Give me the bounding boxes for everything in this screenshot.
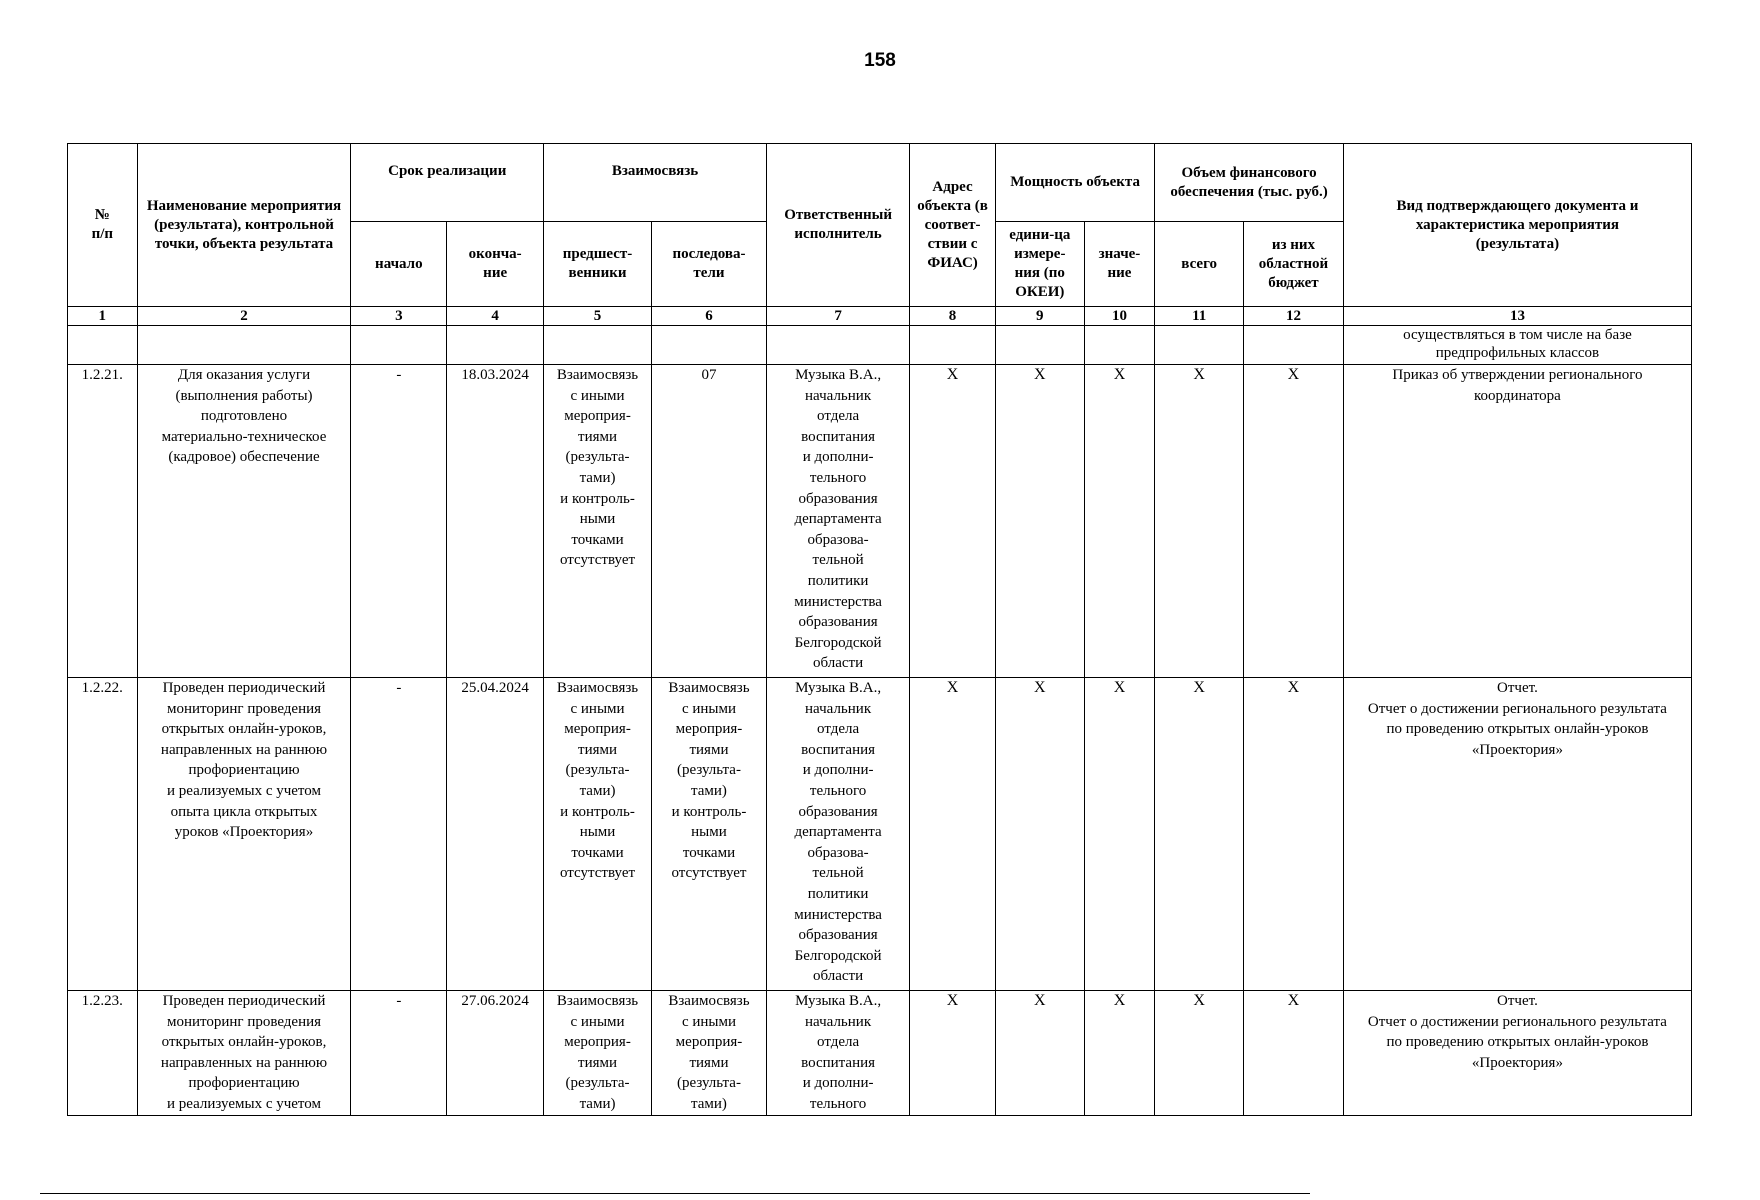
row-address: X	[910, 991, 996, 1116]
row-unit: X	[995, 365, 1084, 678]
header-term-start: начало	[351, 222, 447, 307]
column-number: 13	[1343, 307, 1691, 326]
column-number-row	[68, 307, 1692, 326]
column-number: 11	[1155, 307, 1244, 326]
header-link-next: последова- тели	[651, 222, 766, 307]
row-total: X	[1155, 991, 1244, 1116]
empty-cell	[1155, 326, 1244, 365]
row-value: X	[1084, 678, 1155, 991]
row-pred: Взаимосвязь с иными мероприя- тиями (результа- тами)	[544, 991, 652, 1116]
row-next: Взаимосвязь с иными мероприя- тиями (результа- тами)	[651, 991, 766, 1116]
column-number: 5	[544, 307, 652, 326]
row-responsible: Музыка В.А., начальник отдела воспитания и дополни- тельного образования департамента образова- тельной политики министерства образования Белгородской области	[766, 365, 909, 678]
row-responsible: Музыка В.А., начальник отдела воспитания и дополни- тельного образования департамента образова- тельной политики министерства образования Белгородской области	[766, 678, 909, 991]
column-number: 12	[1244, 307, 1344, 326]
row-next: 07	[651, 365, 766, 678]
column-number: 8	[910, 307, 996, 326]
empty-cell	[766, 326, 909, 365]
header-link: Взаимосвязь	[544, 144, 767, 222]
table-row	[68, 678, 1692, 991]
header-responsible: Ответственный исполнитель	[766, 144, 909, 307]
column-number: 9	[995, 307, 1084, 326]
empty-cell	[1084, 326, 1155, 365]
empty-cell	[651, 326, 766, 365]
empty-cell	[447, 326, 544, 365]
row-pred: Взаимосвязь с иными мероприя- тиями (результа- тами) и контроль- ными точками отсутствует	[544, 365, 652, 678]
row-pred: Взаимосвязь с иными мероприя- тиями (результа- тами) и контроль- ными точками отсутствует	[544, 678, 652, 991]
row-regional: X	[1244, 678, 1344, 991]
column-number: 6	[651, 307, 766, 326]
row-next: Взаимосвязь с иными мероприя- тиями (результа- тами) и контроль- ными точками отсутствует	[651, 678, 766, 991]
table-row	[68, 365, 1692, 678]
row-no: 1.2.21.	[68, 365, 138, 678]
row-total: X	[1155, 678, 1244, 991]
empty-cell	[544, 326, 652, 365]
header-no: № п/п	[68, 144, 138, 307]
continuation-doc: осуществляться в том числе на базе предпрофильных классов	[1343, 326, 1691, 365]
row-no: 1.2.22.	[68, 678, 138, 991]
continuation-row	[68, 326, 1692, 365]
header-capacity: Мощность объекта	[995, 144, 1154, 222]
row-regional: X	[1244, 991, 1344, 1116]
row-value: X	[1084, 991, 1155, 1116]
header-link-pred: предшест- венники	[544, 222, 652, 307]
row-start: -	[351, 365, 447, 678]
row-value: X	[1084, 365, 1155, 678]
row-total: X	[1155, 365, 1244, 678]
page-number: 158	[864, 50, 896, 71]
row-start: -	[351, 991, 447, 1116]
empty-cell	[995, 326, 1084, 365]
row-regional: X	[1244, 365, 1344, 678]
row-start: -	[351, 678, 447, 991]
bottom-rule	[40, 1193, 1310, 1194]
header-capacity-value: значе- ние	[1084, 222, 1155, 307]
header-row-1	[68, 144, 1692, 222]
column-number: 7	[766, 307, 909, 326]
empty-cell	[1244, 326, 1344, 365]
header-doc: Вид подтверждающего документа и характеристика мероприятия (результата)	[1343, 144, 1691, 307]
header-finance-total: всего	[1155, 222, 1244, 307]
row-end: 18.03.2024	[447, 365, 544, 678]
row-end: 27.06.2024	[447, 991, 544, 1116]
row-unit: X	[995, 991, 1084, 1116]
row-address: X	[910, 365, 996, 678]
row-name: Проведен периодический мониторинг проведения открытых онлайн-уроков, направленных на раннюю профориентацию и реализуемых с учетом опыта цикла открытых уроков «Проектория»	[137, 678, 351, 991]
empty-cell	[351, 326, 447, 365]
header-address: Адрес объекта (в соответ- ствии с ФИАС)	[910, 144, 996, 307]
header-term-end: оконча- ние	[447, 222, 544, 307]
row-address: X	[910, 678, 996, 991]
empty-cell	[137, 326, 351, 365]
column-number: 4	[447, 307, 544, 326]
row-doc: Отчет. Отчет о достижении регионального результата по проведению открытых онлайн-уроков «Проектория»	[1343, 991, 1691, 1116]
row-name: Проведен периодический мониторинг проведения открытых онлайн-уроков, направленных на раннюю профориентацию и реализуемых с учетом	[137, 991, 351, 1116]
row-unit: X	[995, 678, 1084, 991]
column-number: 1	[68, 307, 138, 326]
row-responsible: Музыка В.А., начальник отдела воспитания и дополни- тельного	[766, 991, 909, 1116]
activities-table	[67, 143, 1692, 1116]
row-end: 25.04.2024	[447, 678, 544, 991]
header-finance-regional: из них областной бюджет	[1244, 222, 1344, 307]
empty-cell	[910, 326, 996, 365]
table-row	[68, 991, 1692, 1116]
row-doc: Отчет. Отчет о достижении регионального результата по проведению открытых онлайн-уроков «Проектория»	[1343, 678, 1691, 991]
column-number: 2	[137, 307, 351, 326]
header-term: Срок реализации	[351, 144, 544, 222]
column-number: 3	[351, 307, 447, 326]
column-number: 10	[1084, 307, 1155, 326]
row-name: Для оказания услуги (выполнения работы) подготовлено материально-техническое (кадровое) обеспечение	[137, 365, 351, 678]
header-finance: Объем финансового обеспечения (тыс. руб.)	[1155, 144, 1344, 222]
row-no: 1.2.23.	[68, 991, 138, 1116]
header-capacity-unit: едини-ца измере- ния (по ОКЕИ)	[995, 222, 1084, 307]
row-doc: Приказ об утверждении регионального координатора	[1343, 365, 1691, 678]
empty-cell	[68, 326, 138, 365]
header-name: Наименование мероприятия (результата), контрольной точки, объекта результата	[137, 144, 351, 307]
